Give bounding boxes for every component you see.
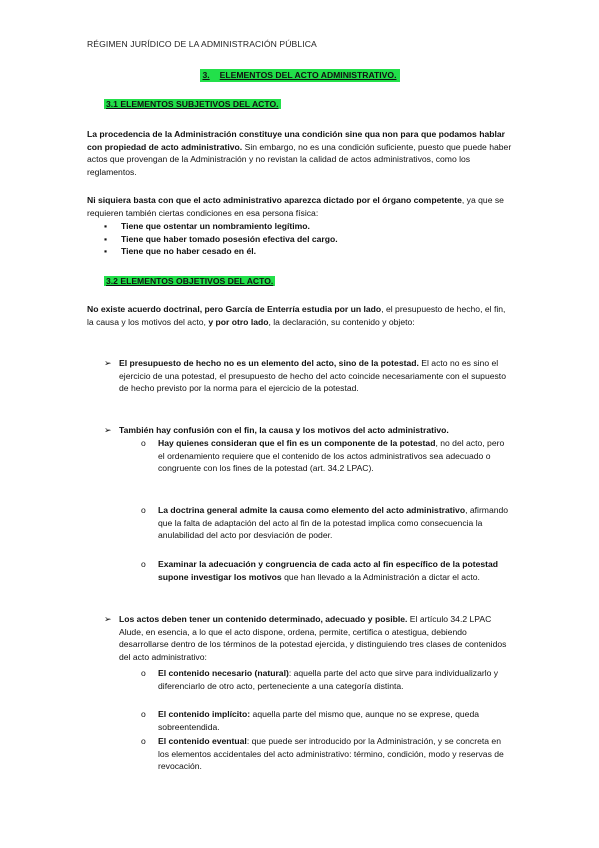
arrow-item-confusion — [104, 424, 512, 437]
list-item — [104, 220, 338, 233]
sub-item-bold: El contenido eventual — [158, 736, 247, 746]
arrow-item-text: El artículo 34.2 LPAC Alude, en esencia, a lo que el acto dispone, ordena, permite, certifica o atestigua, debiendo desarrollarse dentro de los términos de la potestad ejercida, y distinguiendo tres clases de contenidos del acto administrativo: — [119, 614, 507, 662]
sub-item-fin — [141, 437, 512, 475]
section-title-text: ELEMENTOS DEL ACTO ADMINISTRATIVO. — [219, 70, 397, 80]
circle-bullet-icon: o — [141, 505, 146, 515]
section-title — [200, 69, 400, 82]
arrow-item-contenido — [104, 613, 512, 663]
sub-item-bold: Examinar la adecuación y congruencia de cada acto al fin específico de la potestad supone investigar los motivos — [158, 559, 499, 582]
paragraph-competente-bold: Ni siquiera basta con que el acto administrativo aparezca dictado por el órgano competente — [87, 195, 462, 205]
sub-item-text: , afirmando que la falta de adaptación del acto al fin de la potestad implica como consecuencia la anulabilidad del acto por desviación de poder. — [158, 505, 509, 541]
list-item — [104, 245, 338, 258]
subsection-heading-3-2-text: 3.2 ELEMENTOS OBJETIVOS DEL ACTO. — [106, 276, 274, 286]
arrow-bullet-icon: ➢ — [104, 425, 112, 435]
arrow-item-bold: El presupuesto de hecho no es un elemento del acto, sino de la potestad. — [119, 358, 419, 368]
sub-item-text: : aquella parte del acto que sirve para individualizarlo y diferenciarlo de otro acto, perteneciente a una categoría distinta. — [158, 668, 499, 691]
sub-item-text: que han llevado a la Administración a dictar el acto. — [281, 571, 480, 582]
section-number: 3. — [202, 70, 210, 80]
paragraph-procedencia — [87, 128, 512, 178]
subsection-heading-3-1 — [104, 98, 281, 111]
subsection-heading-3-2 — [104, 275, 275, 288]
list-item-text: Tiene que no haber cesado en él. — [121, 246, 256, 257]
sub-item-bold: La doctrina general admite la causa como elemento del acto administrativo — [158, 505, 466, 515]
paragraph-procedencia-text: Sin embargo, no es una condición suficiente, puesto que puede haber actos que provengan de la Administración y no revistan la calidad de actos administrativos, como los reglamentos. — [87, 141, 512, 177]
running-header: RÉGIMEN JURÍDICO DE LA ADMINISTRACIÓN PÚBLICA — [87, 39, 317, 49]
intro-bold-1: No existe acuerdo doctrinal, pero García de Enterría estudia por un lado — [87, 304, 382, 314]
arrow-item-bold: Los actos deben tener un contenido determinado, adecuado y posible. — [119, 614, 408, 624]
intro-bold-2: y por otro lado — [208, 316, 269, 327]
arrow-bullet-icon: ➢ — [104, 358, 112, 368]
paragraph-procedencia-bold: La procedencia de la Administración constituye una condición sine qua non para que podamos hablar con propiedad de acto administrativo. — [87, 129, 505, 152]
requirements-list — [104, 220, 338, 258]
sub-item-text: : que puede ser introducido por la Administración, y se concreta en los elementos accidentales del acto administrativo: término, condición, modo y reservas de revocación. — [158, 736, 504, 772]
circle-bullet-icon: o — [141, 559, 146, 569]
sub-item-bold: Hay quienes consideran que el fin es un componente de la potestad — [158, 438, 436, 448]
circle-bullet-icon: o — [141, 438, 146, 448]
paragraph-competente — [87, 194, 512, 219]
sub-item-motivos — [141, 558, 512, 583]
arrow-item-presupuesto — [104, 357, 512, 395]
section-title-wrap — [0, 69, 599, 82]
square-bullet-icon: ▪ — [104, 233, 108, 244]
circle-bullet-icon: o — [141, 668, 146, 678]
intro-text-2: , la declaración, su contenido y objeto: — [268, 316, 415, 327]
paragraph-competente-text: , ya que se requieren también ciertas condiciones en esa persona física: — [87, 195, 504, 218]
sub-item-causa — [141, 504, 512, 542]
sub-item-implicito — [141, 708, 512, 733]
arrow-item-text: El acto no es sino el ejercicio de una potestad, el presupuesto de hecho del acto coincide necesariamente con el supuesto de hecho previsto por la norma para el ejercicio de la potestad. — [119, 358, 506, 394]
arrow-bullet-icon: ➢ — [104, 614, 112, 624]
paragraph-doctrina — [87, 303, 512, 328]
circle-bullet-icon: o — [141, 736, 146, 746]
square-bullet-icon: ▪ — [104, 221, 108, 231]
sub-item-eventual — [141, 735, 512, 773]
sub-item-text: aquella parte del mismo que, aunque no se exprese, queda sobreentendida. — [158, 709, 480, 732]
sub-item-necesario — [141, 667, 512, 692]
sub-item-text: , no del acto, pero el ordenamiento requiere que el contenido de los actos administrativos sea adecuado o congruente con los fines de la potestad (art. 34.2 LPAC). — [158, 438, 505, 474]
arrow-item-bold: También hay confusión con el fin, la causa y los motivos del acto administrativo. — [119, 425, 449, 435]
sub-item-bold: El contenido necesario (natural) — [158, 668, 289, 678]
intro-text-1: , el presupuesto de hecho, el fin, la causa y los motivos del acto, — [87, 304, 506, 327]
list-item-text: Tiene que haber tomado posesión efectiva del cargo. — [121, 233, 338, 244]
sub-item-bold: El contenido implícito: — [158, 709, 251, 719]
subsection-heading-3-1-text: 3.1 ELEMENTOS SUBJETIVOS DEL ACTO. — [106, 99, 279, 109]
list-item-text: Tiene que ostentar un nombramiento legítimo. — [121, 221, 310, 231]
square-bullet-icon: ▪ — [104, 246, 108, 257]
circle-bullet-icon: o — [141, 709, 146, 719]
list-item — [104, 233, 338, 246]
